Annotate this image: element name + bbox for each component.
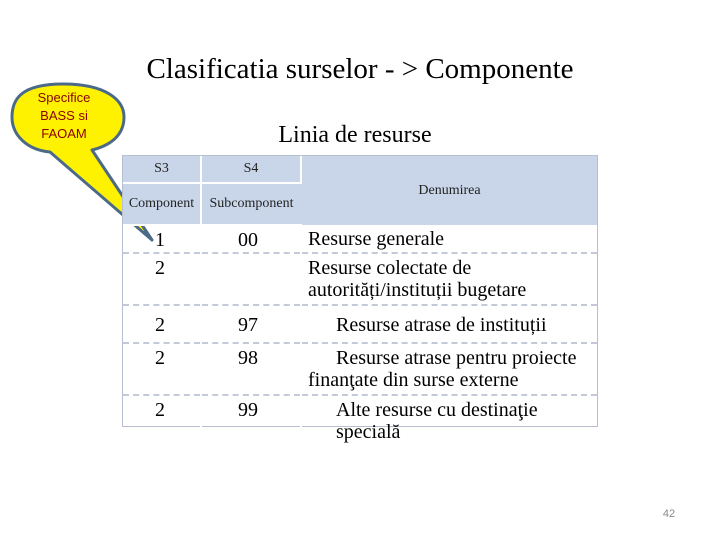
callout-line: BASS si: [40, 108, 88, 123]
cell-subcomponent: 99: [238, 399, 258, 421]
cell-subcomponent: 97: [238, 314, 258, 336]
cell-subcomponent: 98: [238, 347, 258, 369]
callout-text: [20, 89, 108, 143]
callout-line: Specifice: [37, 90, 91, 105]
cell-component: 2: [155, 347, 165, 369]
header-component: Component: [123, 183, 201, 225]
resource-table: [122, 155, 598, 443]
table-row: [123, 253, 597, 305]
cell-denumirea: Resurse generale: [308, 228, 445, 250]
cell-denumirea: Resurse atrase de instituții: [336, 314, 547, 336]
table-row: [123, 343, 597, 395]
callout-line: FAOAM: [41, 126, 87, 141]
cell-subcomponent: [238, 254, 300, 257]
header-subcomponent: Subcomponent: [201, 183, 301, 225]
cell-subcomponent: 00: [238, 229, 258, 251]
slide-subtitle: Linia de resurse: [278, 122, 432, 148]
cell-denumirea: Alte resurse cu destinaţie specială: [336, 399, 538, 443]
cell-component: 2: [155, 399, 165, 421]
cell-denumirea: Resurse atrase pentru proiecte finanţate din surse externe: [308, 347, 577, 391]
cell-denumirea: Resurse colectate de autorități/instituții bugetare: [308, 257, 527, 301]
header-s3: S3: [123, 156, 201, 183]
slide-title: Clasificatia surselor - > Componente: [146, 53, 574, 85]
cell-component: 2: [155, 314, 165, 336]
table-row: [123, 395, 597, 443]
page-number: 42: [662, 508, 676, 520]
header-denumirea: Denumirea: [301, 156, 597, 225]
table-row: [123, 225, 597, 253]
cell-component: 1: [155, 229, 165, 251]
cell-component: 2: [155, 257, 165, 279]
header-s4: S4: [201, 156, 301, 183]
table-row: [123, 305, 597, 343]
